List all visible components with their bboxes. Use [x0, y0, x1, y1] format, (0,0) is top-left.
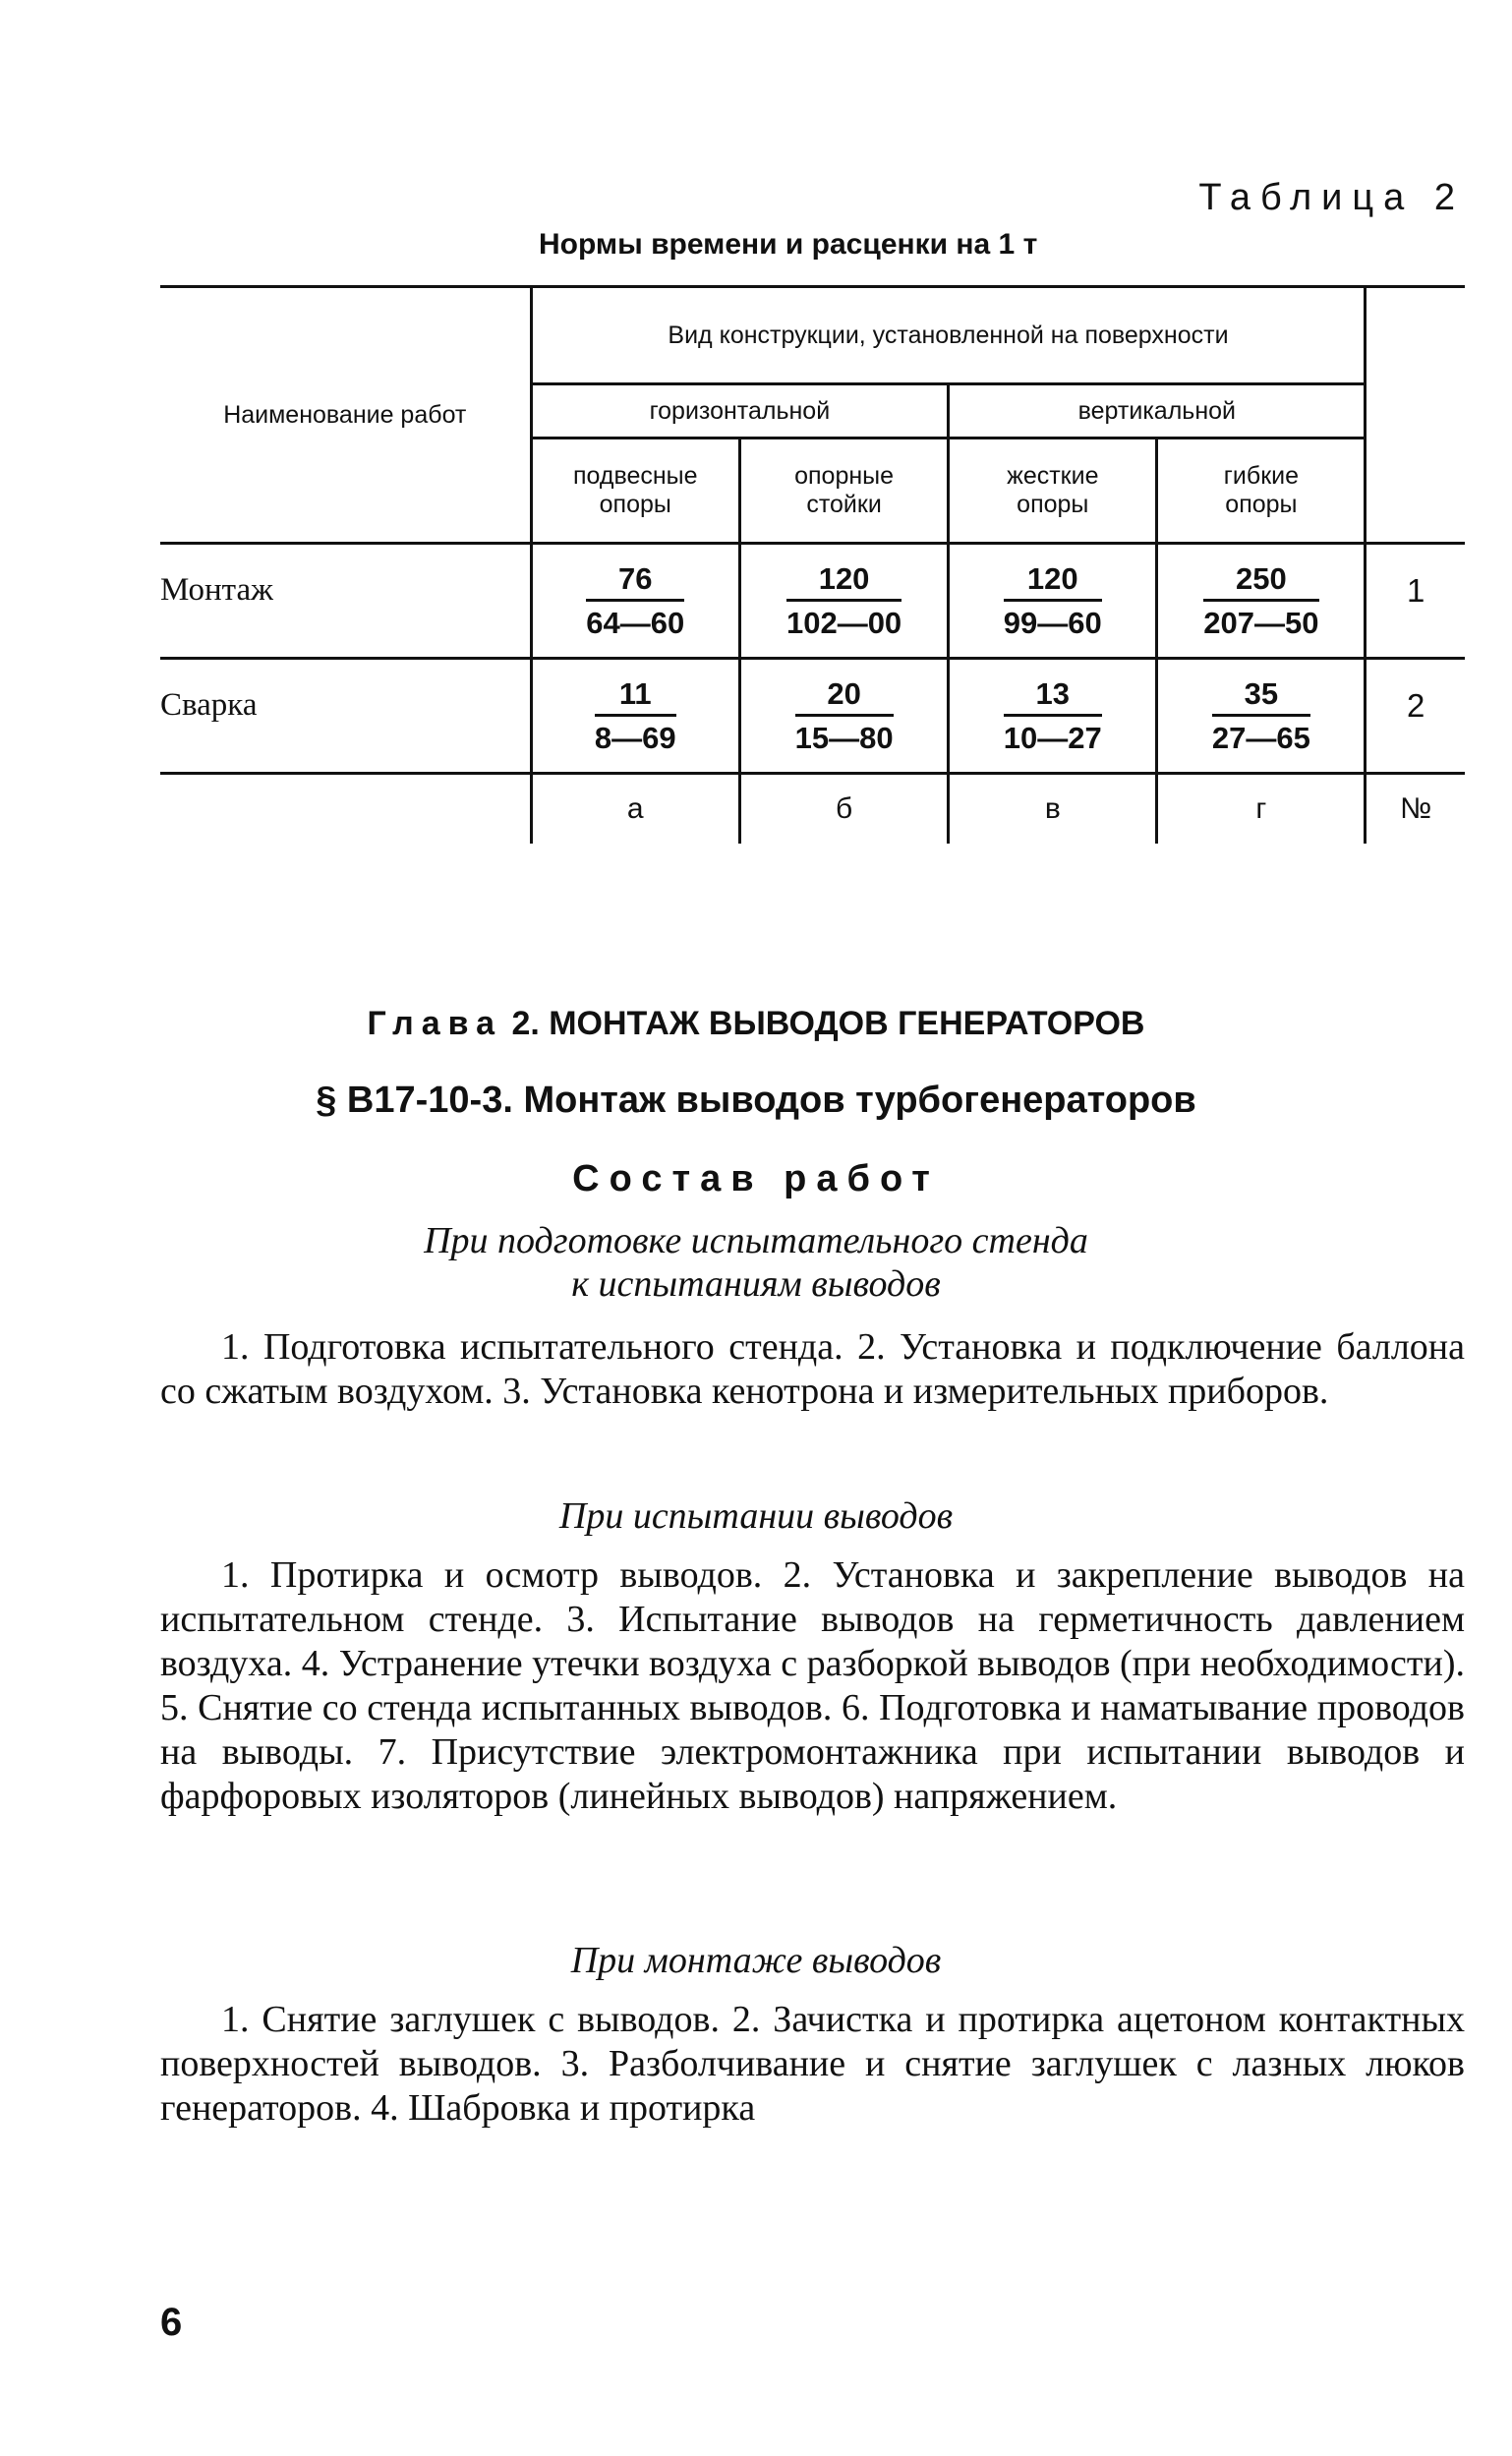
paragraph-preparation: 1. Подготовка испытательного стенда. 2. Установка и подключение баллона со сжатым воздухом. 3. Установка кенотрона и измерительных приборов. [160, 1326, 1465, 1412]
header-name-col: Наименование работ [160, 287, 531, 544]
subheading-testing: При испытании выводов [558, 1495, 954, 1537]
header-col-a [531, 439, 739, 544]
table-cell [1157, 659, 1366, 774]
rate-time: 76 [586, 561, 684, 602]
norms-table [160, 285, 1465, 844]
footer-label-num: № [1366, 774, 1465, 845]
subheading-preparation [0, 1219, 1512, 1306]
chapter-title: 2. МОНТАЖ ВЫВОДОВ ГЕНЕРАТОРОВ [511, 1005, 1145, 1042]
subheading-preparation-line1: При подготовке испытательного стенда [424, 1220, 1088, 1261]
rate-time: 120 [786, 561, 901, 602]
rate-time: 35 [1212, 676, 1310, 717]
rate-price: 8—69 [594, 720, 676, 755]
subheading-preparation-line2: к испытаниям выводов [571, 1263, 941, 1305]
rate-price: 207—50 [1203, 605, 1319, 640]
rate-time: 20 [795, 676, 894, 717]
table-cell [1157, 544, 1366, 659]
header-col-c-line1: жесткие [1007, 462, 1099, 490]
table-row [160, 659, 1465, 774]
footer-label-b: б [739, 774, 948, 845]
header-col-b-line1: опорные [794, 462, 895, 490]
section-heading: § В17-10-3. Монтаж выводов турбогенераторов [316, 1080, 1196, 1121]
rate-price: 64—60 [586, 605, 685, 640]
header-vertical: вертикальной [949, 384, 1366, 439]
header-col-c [949, 439, 1157, 544]
table-cell [531, 544, 739, 659]
paragraph-mounting: 1. Снятие заглушек с выводов. 2. Зачистка и протирка ацетоном контактных поверхностей выводов. 3. Разболчивание и снятие заглушек с лазных люков генераторов. 4. Шабровка и протирка [160, 1999, 1465, 2129]
footer-empty [160, 774, 531, 845]
header-col-c-line2: опоры [1017, 491, 1089, 518]
row-name: Сварка [160, 659, 531, 774]
table-cell [739, 659, 948, 774]
table-cell [949, 659, 1157, 774]
table-cell [949, 544, 1157, 659]
rate-time: 120 [1004, 561, 1102, 602]
header-group: Вид конструкции, установленной на поверхности [531, 287, 1366, 384]
composition-title: Состав работ [572, 1158, 940, 1199]
header-num-col [1366, 287, 1465, 544]
rate-time: 13 [1004, 676, 1102, 717]
page-number: 6 [160, 2301, 183, 2344]
row-name: Монтаж [160, 544, 531, 659]
header-col-d-line1: гибкие [1223, 462, 1300, 490]
rate-time: 11 [595, 676, 676, 717]
rate-price: 15—80 [794, 720, 894, 755]
footer-label-d: г [1157, 774, 1366, 845]
chapter-word: Глава [367, 1005, 502, 1042]
footer-label-a: а [531, 774, 739, 845]
header-horizontal: горизонтальной [531, 384, 949, 439]
table-footer-row [160, 774, 1465, 845]
table-cell [531, 659, 739, 774]
rate-price: 27—65 [1211, 720, 1310, 755]
table-label: Таблица 2 [1198, 177, 1465, 218]
row-number: 1 [1366, 544, 1465, 659]
rate-time: 250 [1203, 561, 1318, 602]
header-col-b-line2: стойки [806, 491, 882, 518]
footer-label-c: в [949, 774, 1157, 845]
header-col-b [739, 439, 948, 544]
subheading-mounting: При монтаже выводов [570, 1940, 942, 1981]
chapter-heading [0, 1005, 1512, 1043]
rate-price: 99—60 [1003, 605, 1102, 640]
rate-price: 102—00 [785, 605, 902, 640]
header-col-d [1157, 439, 1366, 544]
header-col-a-line2: опоры [599, 491, 671, 518]
table-cell [739, 544, 948, 659]
rate-price: 10—27 [1003, 720, 1102, 755]
header-col-d-line2: опоры [1225, 491, 1298, 518]
table-row [160, 544, 1465, 659]
header-col-a-line1: подвесные [572, 462, 698, 490]
table-title: Нормы времени и расценки на 1 т [539, 228, 1038, 261]
row-number: 2 [1366, 659, 1465, 774]
paragraph-testing: 1. Протирка и осмотр выводов. 2. Установка и закрепление выводов на испытательном стенде. 3. Испытание выводов на герметичность давлением воздуха. 4. Устранение утечки воздуха с разборкой выводов (при необходимости). 5. Снятие со стенда испытанных выводов. 6. Подготовка и наматывание проводов на выводы. 7. Присутствие электромонтажника при испытании выводов и фарфоровых изоляторов (линейных выводов) напряжением. [160, 1554, 1466, 1817]
